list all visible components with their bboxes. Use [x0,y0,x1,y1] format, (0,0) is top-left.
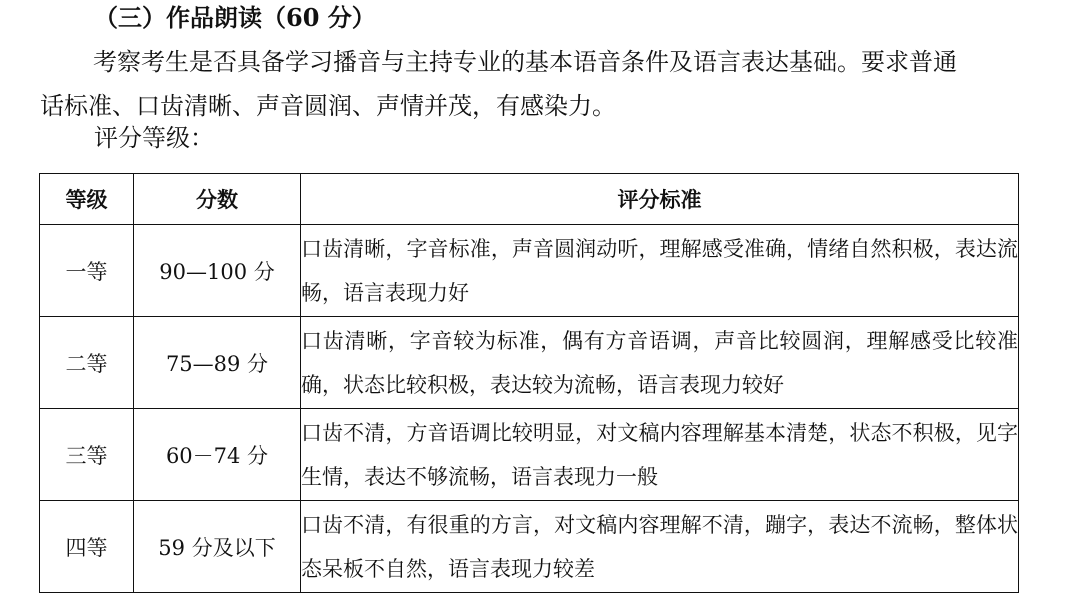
grading-table [39,173,1019,593]
section-description: 考察考生是否具备学习播音与主持专业的基本语音条件及语言表达基础。要求普通话标准、口齿清晰、声音圆润、声情并茂，有感染力。 [40,48,957,120]
table-header-row [40,174,1019,225]
cell-level: 二等 [40,317,134,409]
grading-label: 评分等级： [94,124,214,152]
cell-level: 三等 [40,409,134,501]
header-level: 等级 [40,174,134,225]
cell-score: 59 分及以下 [134,501,301,593]
table-row [40,409,1019,501]
header-criteria: 评分标准 [301,174,1019,225]
cell-score: 60－74 分 [134,409,301,501]
cell-score: 90—100 分 [134,225,301,317]
table-row [40,225,1019,317]
header-score: 分数 [134,174,301,225]
table-body [40,225,1019,593]
cell-criteria: 口齿不清，有很重的方言，对文稿内容理解不清，蹦字，表达不流畅，整体状态呆板不自然，语言表现力较差 [301,501,1019,593]
cell-level: 四等 [40,501,134,593]
cell-level: 一等 [40,225,134,317]
table-row [40,501,1019,593]
cell-score: 75—89 分 [134,317,301,409]
cell-criteria: 口齿不清，方音语调比较明显，对文稿内容理解基本清楚，状态不积极，见字生情，表达不够流畅，语言表现力一般 [301,409,1019,501]
section-title: （三）作品朗读（60 分） [94,3,376,32]
cell-criteria: 口齿清晰，字音较为标准，偶有方音语调，声音比较圆润，理解感受比较准确，状态比较积极，表达较为流畅，语言表现力较好 [301,317,1019,409]
cell-criteria: 口齿清晰，字音标准，声音圆润动听，理解感受准确，情绪自然积极，表达流畅，语言表现力好 [301,225,1019,317]
table-header [40,174,1019,225]
table-row [40,317,1019,409]
